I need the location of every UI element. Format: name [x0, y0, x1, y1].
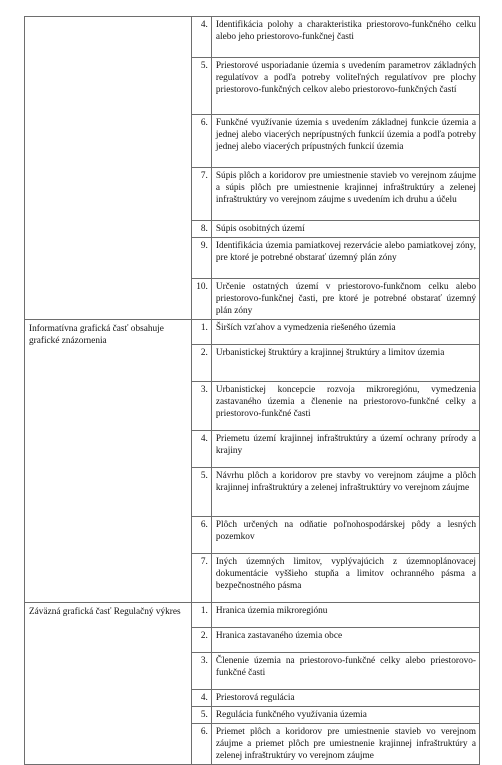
item-text: Iných územných limitov, vyplývajúcich z územnoplánovacej dokumentácie vyššieho stupňa a limitov ochranného pásma a bezpečnostného pásma [211, 554, 479, 603]
item-number: 6. [191, 724, 211, 765]
item-text: Priestorová regulácia [211, 690, 479, 707]
table-row [25, 17, 480, 58]
item-number: 5. [191, 58, 211, 115]
item-text: Plôch určených na odňatie poľnohospodárskej pôdy a lesných pozemkov [211, 517, 479, 554]
regulation-table [24, 16, 480, 765]
item-text: Hranica zastavaného územia obce [211, 628, 479, 653]
item-text: Priemetu území krajinnej infraštruktúry a území ochrany prírody a krajiny [211, 431, 479, 468]
item-number: 10. [191, 279, 211, 320]
item-text: Súpis plôch a koridorov pre umiestnenie stavieb vo verejnom záujme a súpis plôch pre umiestnenie krajinnej infraštruktúry a zelenej infraštruktúry vo verejnom záujme s uvedením ich druhu a účelu [211, 168, 479, 221]
item-number: 1. [191, 320, 211, 345]
item-text: Urbanistickej štruktúry a krajinnej štruktúry a limitov územia [211, 345, 479, 382]
item-number: 3. [191, 382, 211, 431]
item-number: 1. [191, 603, 211, 628]
item-number: 7. [191, 168, 211, 221]
section-label: Informatívna grafická časť obsahuje grafické znázornenia [25, 320, 192, 603]
item-text: Určenie ostatných území v priestorovo-funkčnom celku alebo priestorovo-funkčnej časti, pre ktoré je potrebné obstarať územný plán zóny [211, 279, 479, 320]
table-body [25, 17, 480, 765]
item-number: 9. [191, 238, 211, 279]
item-text: Regulácia funkčného využívania územia [211, 707, 479, 724]
item-text: Návrhu plôch a koridorov pre stavby vo verejnom záujme a plôch krajinnej infraštruktúry a zelenej infraštruktúry vo verejnom záujme [211, 468, 479, 517]
section-label: Záväzná grafická časť Regulačný výkres [25, 603, 192, 765]
item-number: 4. [191, 17, 211, 58]
item-text: Súpis osobitných území [211, 221, 479, 238]
item-text: Hranica územia mikroregiónu [211, 603, 479, 628]
item-number: 5. [191, 468, 211, 517]
item-number: 2. [191, 345, 211, 382]
item-text: Urbanistickej koncepcie rozvoja mikroregiónu, vymedzenia zastavaného územia a členenie na priestorovo-funkčné celky a priestorovo-funkčné časti [211, 382, 479, 431]
item-number: 5. [191, 707, 211, 724]
item-number: 6. [191, 115, 211, 168]
item-text: Identifikácia územia pamiatkovej rezervácie alebo pamiatkovej zóny, pre ktoré je potrebné obstarať územný plán zóny [211, 238, 479, 279]
item-number: 8. [191, 221, 211, 238]
table-row [25, 320, 480, 345]
item-number: 7. [191, 554, 211, 603]
table-row [25, 603, 480, 628]
item-text: Širších vzťahov a vymedzenia riešeného územia [211, 320, 479, 345]
item-text: Priemet plôch a koridorov pre umiestnenie stavieb vo verejnom záujme a priemet plôch pre umiestnenie krajinnej infraštruktúry a zelenej infraštruktúry vo verejnom záujme [211, 724, 479, 765]
item-text: Priestorové usporiadanie územia s uvedením parametrov základných regulatívov a podľa potreby voliteľných regulatívov pre plochy priestorovo-funkčných celkov alebo priestorovo-funkčných častí [211, 58, 479, 115]
item-number: 3. [191, 653, 211, 690]
item-text: Funkčné využívanie územia s uvedením základnej funkcie územia a jednej alebo viacerých neprípustných funkcií územia a podľa potreby jednej alebo viacerých prípustných funkcií územia [211, 115, 479, 168]
item-number: 6. [191, 517, 211, 554]
item-text: Členenie územia na priestorovo-funkčné celky alebo priestorovo-funkčné časti [211, 653, 479, 690]
item-number: 4. [191, 690, 211, 707]
item-number: 4. [191, 431, 211, 468]
item-number: 2. [191, 628, 211, 653]
item-text: Identifikácia polohy a charakteristika priestorovo-funkčného celku alebo jeho priestorovo-funkčnej časti [211, 17, 479, 58]
section-label [25, 17, 192, 320]
